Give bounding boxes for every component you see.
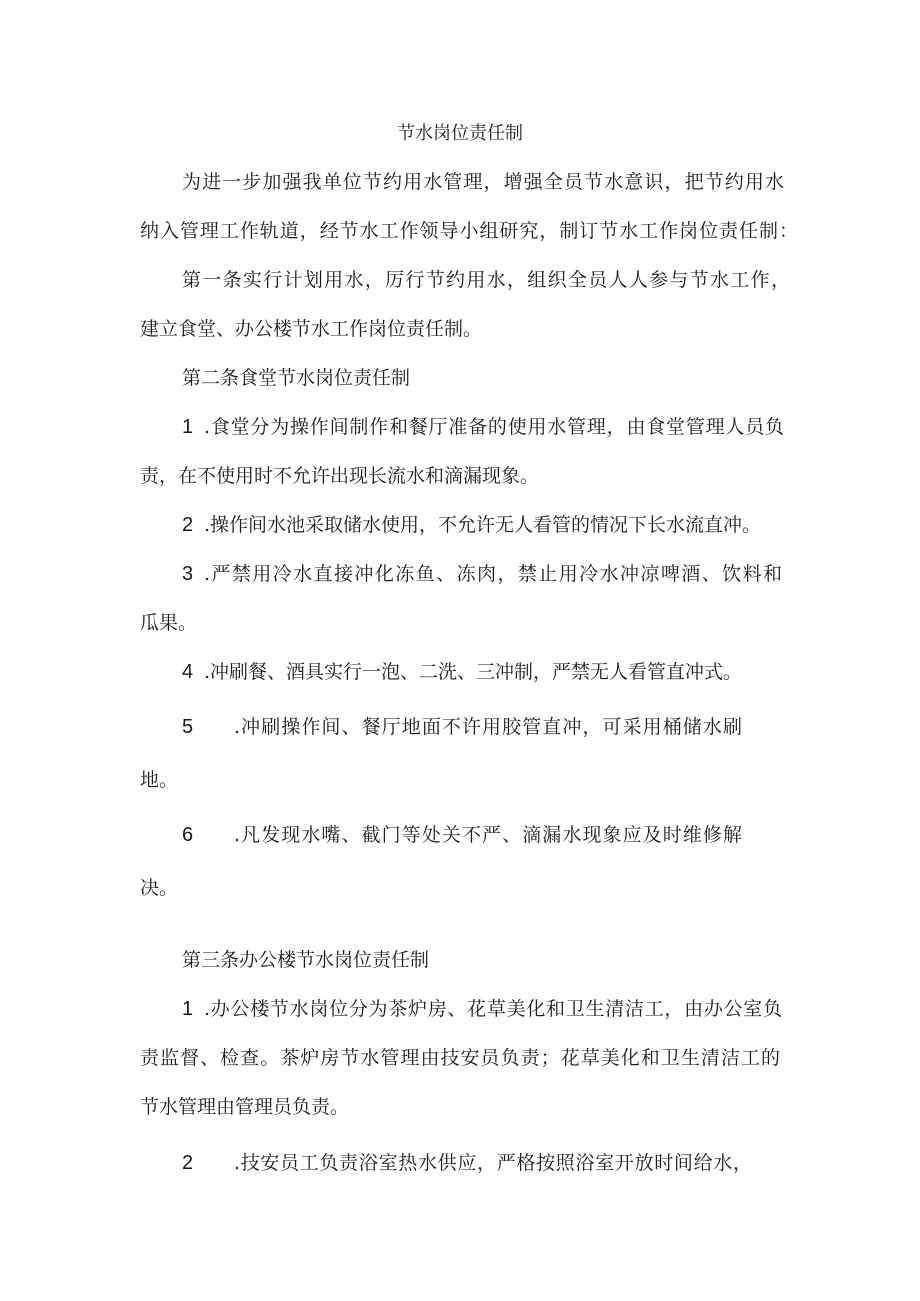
article2-item2-line-1: .操作间水池采取储水使用，不允许无人看管的情况下长水流直冲。 xyxy=(204,514,762,536)
article3-item2-number: 2 xyxy=(182,1152,194,1174)
intro-line-1: 为进一步加强我单位节约用水管理，增强全员节水意识，把节约用水 xyxy=(182,171,784,193)
article2-item1-line-1: .食堂分为操作间制作和餐厅准备的使用水管理，由食堂管理人员负 xyxy=(204,416,784,438)
intro-line-2: 纳入管理工作轨道，经节水工作领导小组研究，制订节水工作岗位责任制： xyxy=(140,220,798,242)
document-title: 节水岗位责任制 xyxy=(397,123,523,144)
article2-heading: 第二条食堂节水岗位责任制 xyxy=(182,367,411,389)
article2-item3-number: 3 xyxy=(182,563,194,585)
article2-item4-line-1: .冲刷餐、酒具实行一泡、二洗、三冲制，严禁无人看管直冲式。 xyxy=(204,661,743,683)
article3-item1-line-1: .办公楼节水岗位分为茶炉房、花草美化和卫生清洁工，由办公室负 xyxy=(204,998,782,1020)
article3-item1-line-2: 责监督、检查。茶炉房节水管理由技安员负责；花草美化和卫生清洁工的 xyxy=(140,1047,780,1069)
article2-item6-line-2: 决。 xyxy=(140,877,179,899)
article2-item5-number: 5 xyxy=(182,716,194,738)
article2-item2-number: 2 xyxy=(182,514,194,536)
article3-item1-number: 1 xyxy=(182,998,194,1020)
article3-item2-line-1: .技安员工负责浴室热水供应，严格按照浴室开放时间给水， xyxy=(234,1152,752,1174)
article3-heading: 第三条办公楼节水岗位责任制 xyxy=(182,949,430,971)
article2-item3-line-1: .严禁用冷水直接冲化冻鱼、冻肉，禁止用冷水冲凉啤酒、饮料和 xyxy=(204,563,782,585)
article2-item5-line-1: .冲刷操作间、餐厅地面不许用胶管直冲，可采用桶储水刷 xyxy=(234,716,742,738)
article2-item5-line-2: 地。 xyxy=(140,769,179,791)
article2-item4-number: 4 xyxy=(182,661,194,683)
article2-item6-line-1: .凡发现水嘴、截门等处关不严、滴漏水现象应及时维修解 xyxy=(234,824,742,846)
article1-line-1: 第一条实行计划用水，厉行节约用水，组织全员人人参与节水工作， xyxy=(182,269,790,291)
article3-item1-line-3: 节水管理由管理员负责。 xyxy=(140,1096,350,1118)
article1-line-2: 建立食堂、办公楼节水工作岗位责任制。 xyxy=(140,318,483,340)
article2-item1-line-2: 责，在不使用时不允许出现长流水和滴漏现象。 xyxy=(140,465,540,487)
article2-item6-number: 6 xyxy=(182,824,194,846)
article2-item1-number: 1 xyxy=(182,416,194,438)
article2-item3-line-2: 瓜果。 xyxy=(140,612,198,634)
